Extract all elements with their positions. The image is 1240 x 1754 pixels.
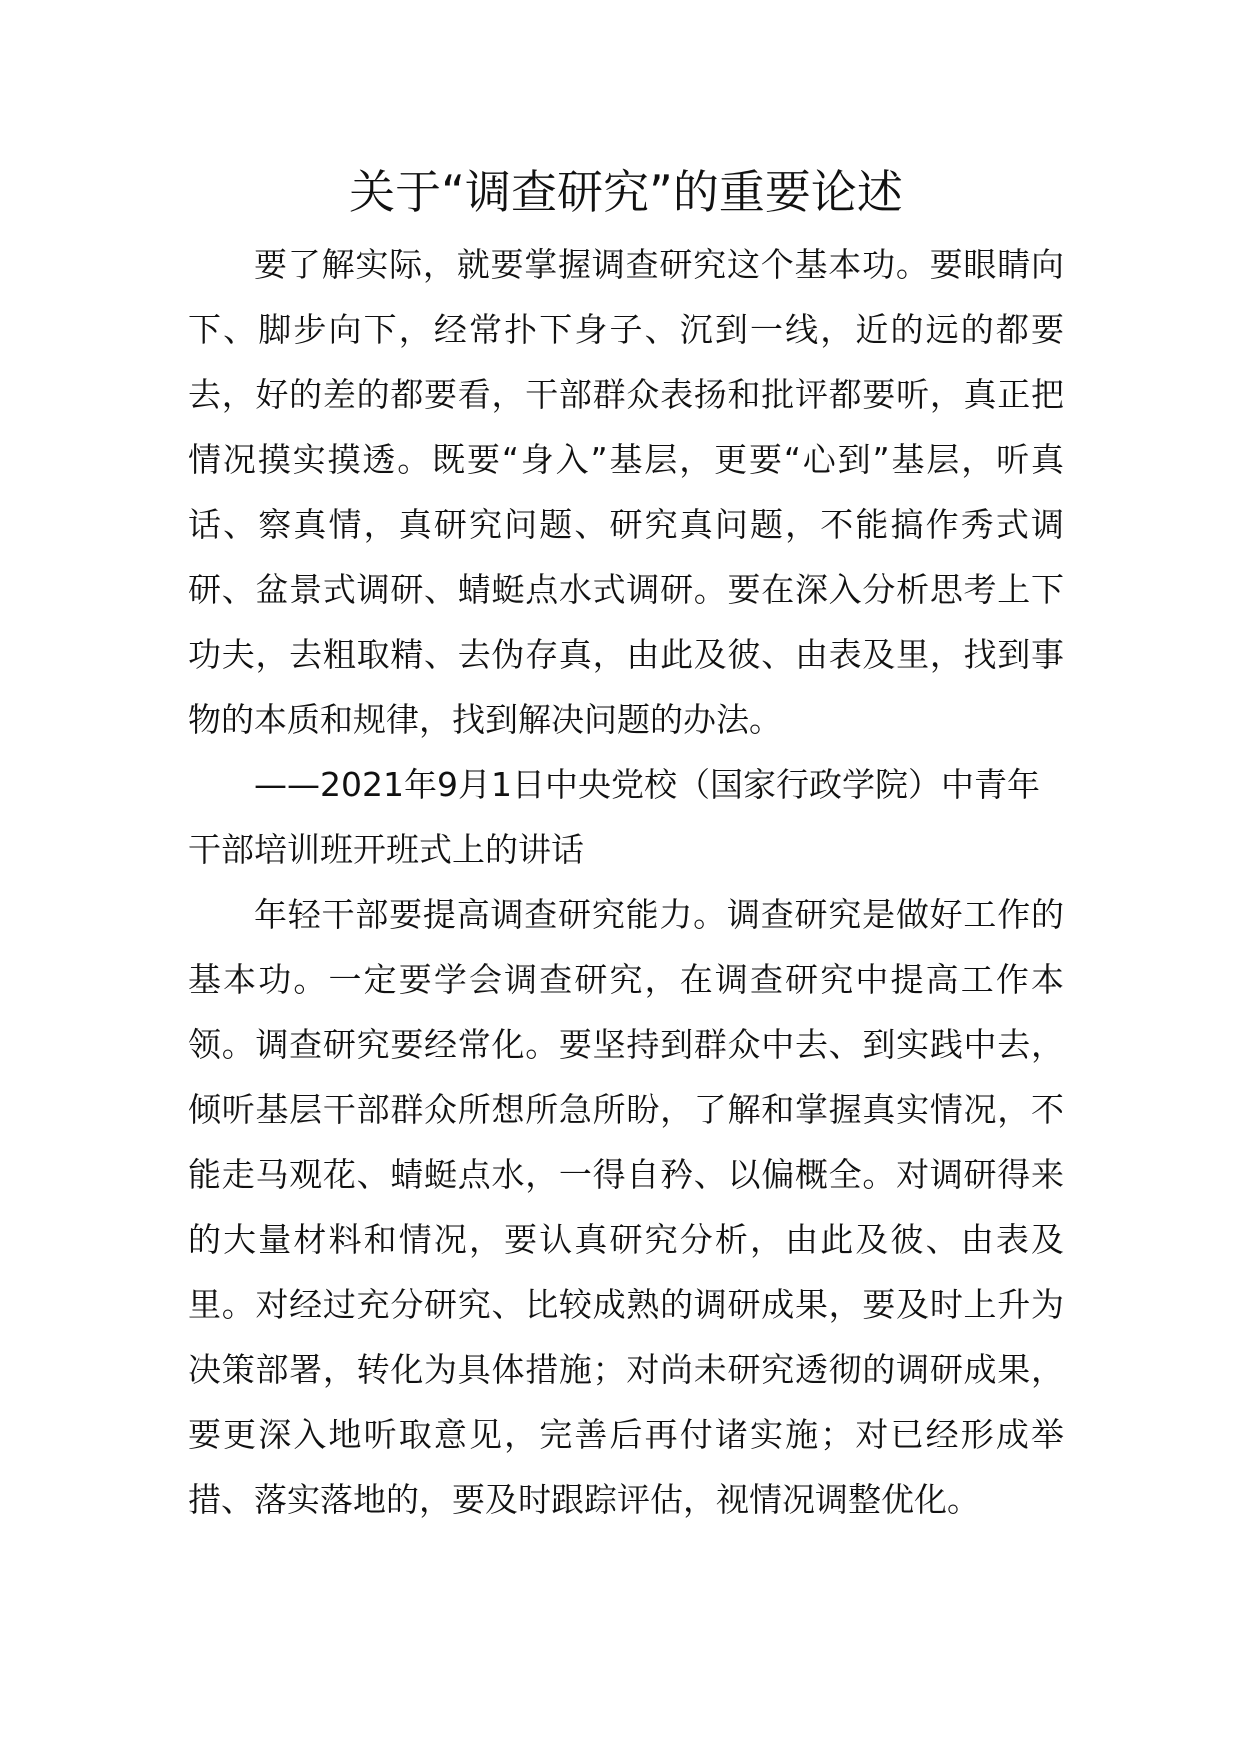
source-citation: ——2021年9月1日中央党校（国家行政学院）中青年干部培训班开班式上的讲话 bbox=[188, 765, 1040, 869]
paragraph-2: 年轻干部要提高调查研究能力。调查研究是做好工作的基本功。一定要学会调查研究，在调查研究中提高工作本领。调查研究要经常化。要坚持到群众中去、到实践中去，倾听基层干部群众所想所急所盼，了解和掌握真实情况，不能走马观花、蜻蜓点水，一得自矜、以偏概全。对调研得来的大量材料和情况，要认真研究分析，由此及彼、由表及里。对经过充分研究、比较成熟的调研成果，要及时上升为决策部署，转化为具体措施；对尚未研究透彻的调研成果，要更深入地听取意见，完善后再付诸实施；对已经形成举措、落实落地的，要及时跟踪评估，视情况调整优化。 bbox=[188, 895, 1064, 1519]
document-title: 关于“调查研究”的重要论述 bbox=[349, 165, 903, 219]
document-page bbox=[188, 160, 1064, 1532]
paragraph-1: 要了解实际，就要掌握调查研究这个基本功。要眼睛向下、脚步向下，经常扑下身子、沉到一线，近的远的都要去，好的差的都要看，干部群众表扬和批评都要听，真正把情况摸实摸透。既要“身入”基层，更要“心到”基层，听真话、察真情，真研究问题、研究真问题，不能搞作秀式调研、盆景式调研、蜻蜓点水式调研。要在深入分析思考上下功夫，去粗取精、去伪存真，由此及彼、由表及里，找到事物的本质和规律，找到解决问题的办法。 bbox=[188, 245, 1064, 739]
